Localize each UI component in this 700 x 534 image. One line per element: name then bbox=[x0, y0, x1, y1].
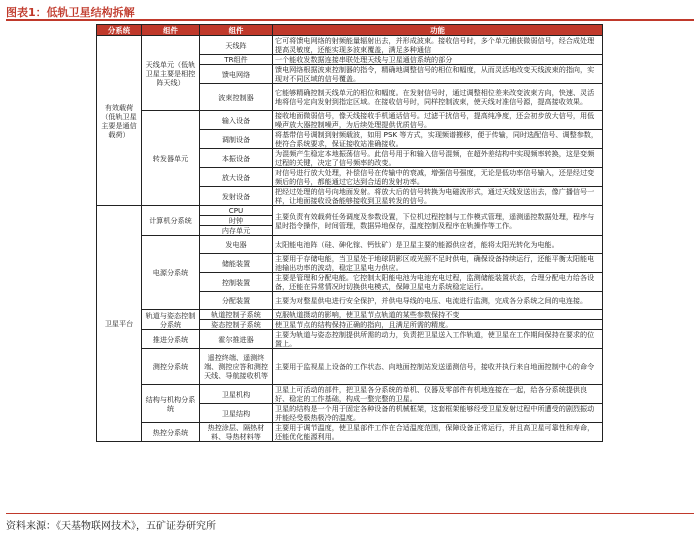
header-subsystem-category: 分系统 bbox=[97, 25, 142, 36]
component-cell: 控制装置 bbox=[200, 273, 273, 292]
table-row bbox=[97, 236, 603, 254]
group-cell: 卫星平台 bbox=[97, 206, 142, 442]
component-cell: 放大设备 bbox=[200, 168, 273, 187]
subsystem-cell: 转发器单元 bbox=[142, 111, 200, 206]
subsystem-cell: 热控分系统 bbox=[142, 423, 200, 442]
component-cell: 天线阵 bbox=[200, 36, 273, 55]
component-cell: 输入设备 bbox=[200, 111, 273, 130]
function-cell: 克服轨道摄动的影响，使卫星节点轨道的某些参数保持不变 bbox=[273, 310, 603, 320]
function-cell: 卫星上可活动的部件，把卫星各分系统的单机、仪器及零部件有机地连接在一起，给各分系统提供良好、稳定的工作基础，构成一整完整的卫星。 bbox=[273, 385, 603, 404]
function-cell: 主要是管理和分配电能。它控制太阳能电池为电池充电过程，监测储能装置状态，合理分配电力给各设备，还能在异常情况时切换供电模式，保障卫星电力系统稳定运行。 bbox=[273, 273, 603, 292]
function-cell: 主要负责有效载荷任务调度及参数设置，下位机过程控制与工作模式管理，遥测遥控数据处理，程序与星时指令操作，时间管理，数据异地保存，温度控制及程序在轨操作等工作。 bbox=[273, 206, 603, 236]
table-header-row bbox=[97, 25, 603, 36]
function-cell: 馈电网络根据波束控制器的指令，精确地调整信号的相位和幅度，从而灵活地改变天线波束的指向，实现对不同区域的信号覆盖。 bbox=[273, 65, 603, 84]
table-row bbox=[97, 423, 603, 442]
source-note: 资料来源：《天基物联网技术》，五矿证券研究所 bbox=[6, 521, 216, 532]
subsystem-cell: 电源分系统 bbox=[142, 236, 200, 310]
table-body bbox=[97, 36, 603, 442]
header-subsystem: 组件 bbox=[142, 25, 200, 36]
table-row bbox=[97, 36, 603, 55]
function-cell: 使卫星节点的结构保持正确的指向，且满足所需的精度。 bbox=[273, 320, 603, 330]
component-cell: 分配装置 bbox=[200, 292, 273, 310]
header-component: 组件 bbox=[200, 25, 273, 36]
component-cell: 发电器 bbox=[200, 236, 273, 254]
component-cell: 遥控终端、遥测终端、测控应答和测控天线、导航接收机等 bbox=[200, 349, 273, 385]
figure-title: 图表1：低轨卫星结构拆解 bbox=[6, 6, 135, 19]
function-cell: 为混频产生稳定本地振荡信号。此信号用于和输入信号混频，在超外差结构中实现频率转换，这是变频过程的关键，决定了信号频率的改变。 bbox=[273, 149, 603, 168]
component-cell: 卫星机构 bbox=[200, 385, 273, 404]
table-row bbox=[97, 206, 603, 216]
function-cell: 把经过处理的信号向地面发射。将放大后的信号转换为电磁波形式，通过天线发送出去，像广播信号一样，让地面接收设备能够接收到卫星转发的信号。 bbox=[273, 187, 603, 206]
source-rule bbox=[6, 513, 694, 514]
component-cell: CPU bbox=[200, 206, 273, 216]
component-cell: 波束控制器 bbox=[200, 84, 273, 111]
satellite-structure-table bbox=[96, 24, 603, 442]
table-row bbox=[97, 111, 603, 130]
component-cell: 卫星结构 bbox=[200, 404, 273, 423]
function-cell: 它可将馈电网络的射频能量辐射出去，并形成波束。接收信号时，多个单元捕获微弱信号，经合成处理提高灵敏度，还能实现多波束覆盖，满足多种通信 bbox=[273, 36, 603, 55]
subsystem-cell: 天线单元（低轨卫星主要是相控阵天线） bbox=[142, 36, 200, 111]
function-cell: 主要为轨道与姿态控制提供所需的动力，负责把卫星送入工作轨道，使卫星在工作期间保持在要求的位置上。 bbox=[273, 330, 603, 349]
component-cell: 本振设备 bbox=[200, 149, 273, 168]
table-row bbox=[97, 310, 603, 320]
component-cell: 内存单元 bbox=[200, 226, 273, 236]
component-cell: 发射设备 bbox=[200, 187, 273, 206]
component-cell: 时钟 bbox=[200, 216, 273, 226]
function-cell: 它能够精确控制天线单元的相位和幅度。在发射信号时，通过调整相位差来改变波束方向，快速、灵活地将信号定向发射到指定区域。在接收信号时，同样控制波束，使天线对准信号源，提高接收效果。 bbox=[273, 84, 603, 111]
function-cell: 主要用于存储电能，当卫星处于地球阴影区或光照不足时供电，确保设备持续运行，还能平衡太阳能电池输出功率的波动，稳定卫星电力供应。 bbox=[273, 254, 603, 273]
subsystem-cell: 推进分系统 bbox=[142, 330, 200, 349]
table-row bbox=[97, 385, 603, 404]
subsystem-cell: 计算机分系统 bbox=[142, 206, 200, 236]
table-row bbox=[97, 349, 603, 385]
component-cell: 霍尔推进器 bbox=[200, 330, 273, 349]
function-cell: 接收地面微弱信号，像天线接收手机通话信号。过滤干扰信号，提高纯净度，还会初步放大信号，用低噪声放大器控制噪声，为后续处理提供优质信号。 bbox=[273, 111, 603, 130]
component-cell: 馈电网络 bbox=[200, 65, 273, 84]
group-cell: 有效载荷（低轨卫星主要是通信载荷） bbox=[97, 36, 142, 206]
title-rule bbox=[6, 19, 694, 21]
function-cell: 主要为对整星供电进行安全保护，并供电导线的电压、电流进行监测，完成各分系统之间的电连接。 bbox=[273, 292, 603, 310]
subsystem-cell: 测控分系统 bbox=[142, 349, 200, 385]
component-cell: 调制设备 bbox=[200, 130, 273, 149]
function-cell: 主要用于调节温度，使卫星部件工作在合适温度范围，保障设备正常运行，并且高卫星可靠性和寿命，还能优化能源利用。 bbox=[273, 423, 603, 442]
component-cell: 轨道控制子系统 bbox=[200, 310, 273, 320]
function-cell: 将基带信号调制到射频载波，如用 PSK 等方式，实现频谱搬移，便于传输，同时选配信号、调整参数，使符合系统要求，保证接收站准确接收。 bbox=[273, 130, 603, 149]
function-cell: 一个能收发数据连接串联处理天线与卫星通信系统的部分 bbox=[273, 55, 603, 65]
function-cell: 主要用于监视星上设备的工作状态、向地面控制站发送遥测信号，接收并执行来自地面控制中心的命令 bbox=[273, 349, 603, 385]
table-row bbox=[97, 330, 603, 349]
subsystem-cell: 轨道与姿态控制分系统 bbox=[142, 310, 200, 330]
function-cell: 太阳能电池阵（硅、砷化镓、钙钛矿）是卫星主要的能源供应者，能将太阳光转化为电能。 bbox=[273, 236, 603, 254]
header-function: 功能 bbox=[273, 25, 603, 36]
subsystem-cell: 结构与机构分系统 bbox=[142, 385, 200, 423]
function-cell: 卫星的结构是一个用于固定各种设备的机械框架，这套框架能够经受卫星发射过程中所遭受的剧烈振动并能经受极热极冷的温度。 bbox=[273, 404, 603, 423]
component-cell: 储能装置 bbox=[200, 254, 273, 273]
component-cell: 姿态控制子系统 bbox=[200, 320, 273, 330]
component-cell: 热控涂层、隔热材料、导热材料等 bbox=[200, 423, 273, 442]
component-cell: TR组件 bbox=[200, 55, 273, 65]
function-cell: 对信号进行放大处理，补偿信号在传输中的衰减，增强信号强度，无论是低功率信号输入，还是经过变频后的信号，都能通过它达到合适的发射功率。 bbox=[273, 168, 603, 187]
